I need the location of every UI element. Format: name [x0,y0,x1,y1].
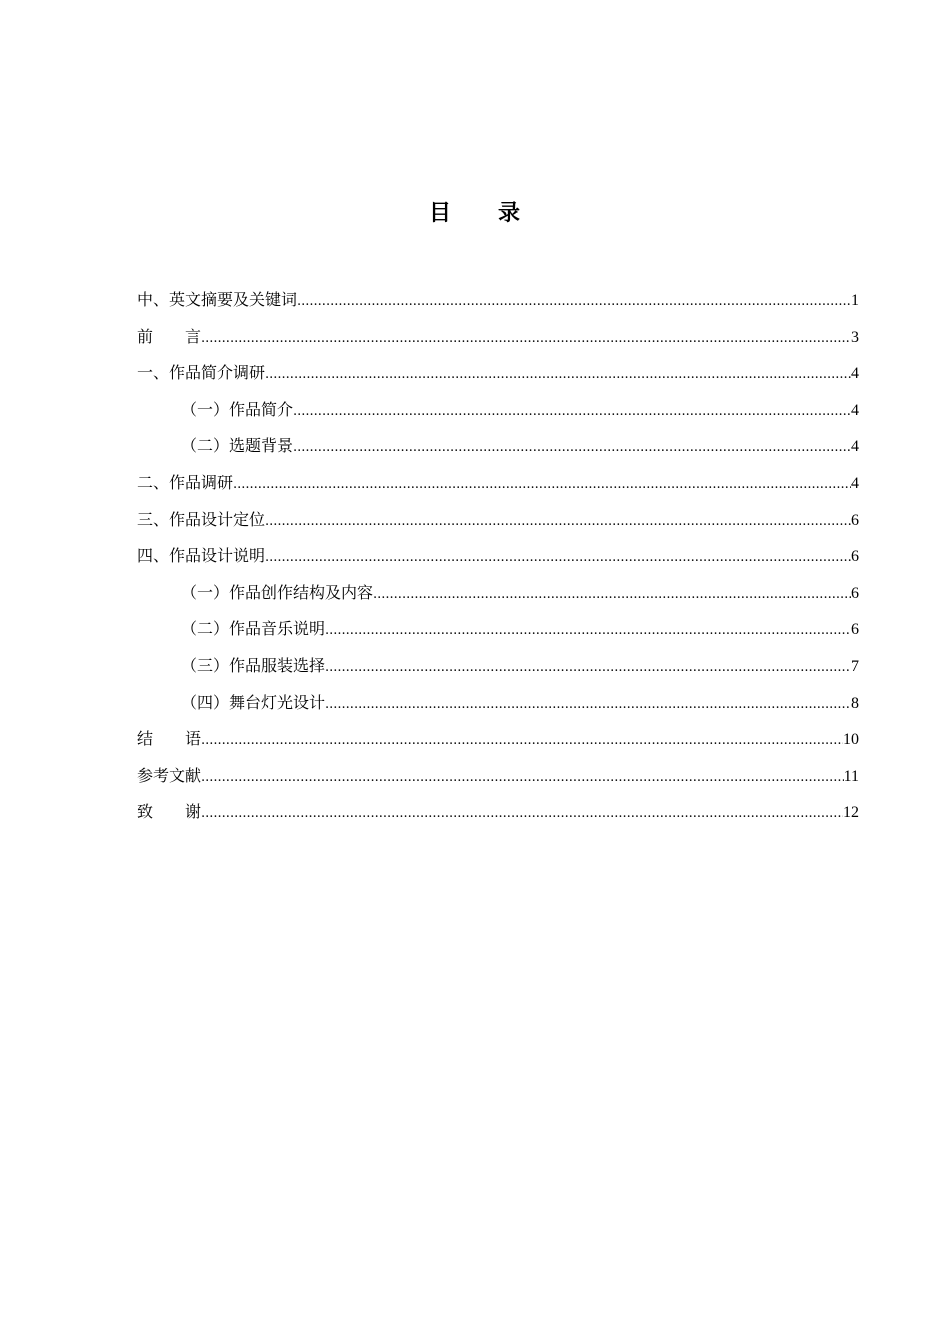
toc-subentry[interactable] [137,685,859,722]
toc-entry-label: 结 语 [137,729,202,749]
toc-entry-page: 1 [851,292,859,309]
toc-leader-dots [265,357,851,394]
toc-entry[interactable] [137,355,859,392]
toc-entry-page: 11 [843,767,859,785]
toc-entry[interactable] [137,319,859,356]
toc-leader-dots [201,321,851,358]
toc-entry-label: 一、作品简介调研 [137,363,266,383]
toc-leader-dots [297,284,851,321]
toc-subentry[interactable] [137,648,859,685]
toc-entry-label: 中、英文摘要及关键词 [137,290,298,309]
toc-entry-page: 4 [851,474,859,492]
toc-entry-label: （一）作品简介 [181,399,294,419]
toc-leader-dots [325,650,851,687]
toc-leader-dots [233,467,851,504]
toc-subentry[interactable] [137,611,859,648]
toc-leader-dots [201,760,844,797]
toc-entry-page: 6 [851,621,859,639]
toc-entry[interactable] [137,758,859,795]
toc-entry-page: 4 [851,365,859,383]
toc-entry-label: （二）选题背景 [181,436,294,456]
toc-entry-page: 12 [843,804,859,822]
toc-entry[interactable] [137,721,859,758]
toc-entry-label: 四、作品设计说明 [137,546,266,566]
toc-leader-dots [265,504,851,541]
toc-leader-dots [325,613,851,650]
toc-subentry[interactable] [137,575,859,612]
toc-entry-label: 参考文献 [137,765,202,785]
toc-subentry[interactable] [137,428,859,465]
toc-entry-page: 10 [843,731,859,749]
toc-entry-page: 4 [851,438,859,456]
toc-entry-page: 4 [851,401,859,419]
toc-entry-label: （二）作品音乐说明 [181,619,326,639]
toc-title: 目 录 [428,200,521,226]
toc-leader-dots [293,394,851,431]
toc-entry-page: 6 [851,511,859,529]
table-of-contents [137,282,859,831]
toc-leader-dots [265,540,851,577]
toc-entry-page: 8 [851,694,859,712]
toc-entry[interactable] [137,465,859,502]
toc-leader-dots [373,577,851,614]
toc-entry-label: 三、作品设计定位 [137,509,266,529]
toc-entry[interactable] [137,794,859,831]
toc-subentry[interactable] [137,392,859,429]
toc-leader-dots [293,430,851,467]
toc-entry[interactable] [137,502,859,539]
toc-entry-page: 6 [851,548,859,566]
toc-entry-label: （三）作品服装选择 [181,655,326,675]
toc-leader-dots [201,796,843,833]
toc-entry-label: 前 言 [137,326,202,346]
toc-entry-page: 7 [851,657,859,675]
toc-entry[interactable] [137,282,859,319]
toc-entry[interactable] [137,538,859,575]
toc-entry-page: 6 [851,584,859,602]
toc-entry-page: 3 [851,328,859,346]
toc-leader-dots [201,723,843,760]
toc-leader-dots [325,687,851,724]
toc-entry-label: （四）舞台灯光设计 [181,692,326,712]
toc-entry-label: 致 谢 [137,802,202,822]
toc-entry-label: 二、作品调研 [137,472,234,492]
toc-entry-label: （一）作品创作结构及内容 [181,582,374,602]
